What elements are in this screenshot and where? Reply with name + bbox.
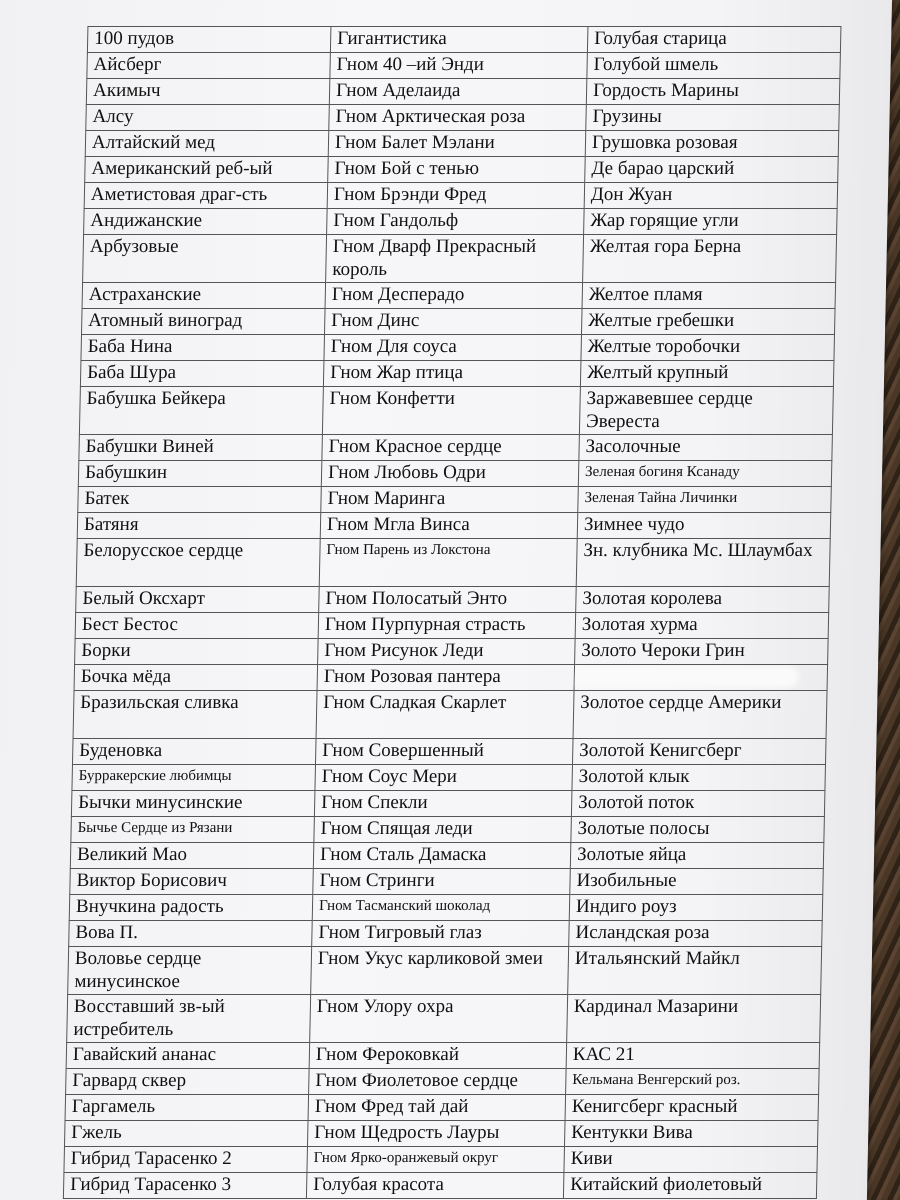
table-cell: Киви xyxy=(564,1147,818,1173)
table-cell: Золотые полосы xyxy=(571,817,825,843)
table-cell: Кардинал Мазарини xyxy=(567,995,821,1043)
table-cell: Гном Ярко-оранжевый округ xyxy=(307,1147,565,1173)
table-row xyxy=(84,183,838,209)
table-cell: Желтые торобочки xyxy=(581,335,835,361)
table-row xyxy=(87,53,841,79)
table-row xyxy=(76,587,830,613)
table-cell: Золотые яйца xyxy=(570,843,824,869)
table-cell: Желтый крупный xyxy=(580,361,834,387)
table-cell: Гибрид Тарасенко 3 xyxy=(63,1173,307,1199)
table-cell: Заржавевшее сердце Эвереста xyxy=(579,387,833,435)
table-cell: Гном Полосатый Энто xyxy=(319,587,577,613)
table-cell: Гном Соус Мери xyxy=(315,765,573,791)
table-cell: Великий Мао xyxy=(70,843,314,869)
table-cell: Гном Сладкая Скарлет xyxy=(316,691,574,739)
table-cell: Де барао царский xyxy=(585,157,839,183)
table-cell: Баба Нина xyxy=(81,335,325,361)
table-cell: Гном Розовая пантера xyxy=(317,665,575,691)
table-cell: Бочка мёда xyxy=(74,665,318,691)
table-row xyxy=(84,209,838,235)
table-cell: Гном Фиолетовое сердце xyxy=(309,1069,567,1095)
table-cell: Желтая гора Берна xyxy=(583,235,837,283)
table-cell: Батек xyxy=(78,487,322,513)
table-cell: Гном Для соуса xyxy=(324,335,582,361)
table-cell: Гном Мгла Винса xyxy=(320,513,578,539)
table-cell: Бурракерские любимцы xyxy=(72,765,316,791)
table-row xyxy=(67,995,821,1043)
table-cell: Желтые гребешки xyxy=(581,309,835,335)
table-row xyxy=(70,869,824,895)
table-row xyxy=(86,105,840,131)
table-row xyxy=(65,1095,819,1121)
table-cell: Золотая хурма xyxy=(575,613,829,639)
table-cell: Голубая старица xyxy=(587,27,841,53)
table-cell: Борки xyxy=(75,639,319,665)
table-cell: Баба Шура xyxy=(80,361,324,387)
table-cell: Гном Жар птица xyxy=(323,361,581,387)
table-row xyxy=(78,487,832,513)
table-cell: Гном Конфетти xyxy=(322,387,580,435)
table-cell: Белорусское сердце xyxy=(76,539,320,587)
table-cell: Вова П. xyxy=(69,921,313,947)
table-cell: Золотая королева xyxy=(576,587,830,613)
table-cell: Астраханские xyxy=(82,283,326,309)
table-cell: Зеленая богиня Ксанаду xyxy=(578,461,832,487)
table-row xyxy=(66,1043,820,1069)
table-cell: Батяня xyxy=(77,513,321,539)
table-cell: Гном Укус карликовой змеи xyxy=(311,947,569,995)
table-cell: Гном Красное сердце xyxy=(322,435,580,461)
table-cell: Зеленая Тайна Личинки xyxy=(578,487,832,513)
table-cell: Алсу xyxy=(86,105,330,131)
table-cell: КАС 21 xyxy=(566,1043,820,1069)
table-cell: Гном Совершенный xyxy=(315,739,573,765)
table-cell: Желтое пламя xyxy=(582,283,836,309)
table-row xyxy=(86,79,840,105)
table-row xyxy=(64,1147,818,1173)
table-cell: Гном 40 –ий Энди xyxy=(330,53,588,79)
table-row xyxy=(82,283,836,309)
table-row xyxy=(71,791,825,817)
table-row xyxy=(66,1069,820,1095)
table-row xyxy=(85,131,839,157)
table-cell: Бабушкин xyxy=(78,461,322,487)
table-row xyxy=(70,843,824,869)
table-cell: Гном Парень из Локстона xyxy=(319,539,577,587)
table-cell: Золото Чероки Грин xyxy=(575,639,829,665)
variety-table-body xyxy=(63,27,841,1199)
table-cell: Гном Арктическая роза xyxy=(329,105,587,131)
variety-table xyxy=(63,26,842,1199)
table-cell: Золотой поток xyxy=(571,791,825,817)
table-cell: Индиго роуз xyxy=(569,895,823,921)
table-cell: Внучкина радость xyxy=(69,895,313,921)
table-row xyxy=(81,309,835,335)
table-cell: Гном Тасманский шоколад xyxy=(312,895,570,921)
table-cell: Гибрид Тарасенко 2 xyxy=(64,1147,308,1173)
table-cell: Гигантистика xyxy=(330,27,588,53)
table-cell: Голубая красота xyxy=(306,1173,564,1199)
table-row xyxy=(72,739,826,765)
table-row xyxy=(78,461,832,487)
table-cell: Грузины xyxy=(586,105,840,131)
table-cell: Золотой Кенигсберг xyxy=(572,739,826,765)
table-cell: Гном Маринга xyxy=(321,487,579,513)
table-cell: Жар горящие угли xyxy=(584,209,838,235)
table-cell: Воловье сердце минусинское xyxy=(68,947,312,995)
table-cell: Американский реб-ый xyxy=(85,157,329,183)
table-row xyxy=(79,387,833,435)
table-row xyxy=(64,1121,818,1147)
table-row xyxy=(81,335,835,361)
table-cell: Кельмана Венгерский роз. xyxy=(566,1069,820,1095)
table-row xyxy=(68,947,822,995)
table-row xyxy=(63,1173,817,1199)
table-cell: Гном Дварф Прекрасный король xyxy=(326,235,584,283)
table-row xyxy=(72,765,826,791)
table-cell: Гарвард сквер xyxy=(66,1069,310,1095)
table-cell: Итальянский Майкл xyxy=(568,947,822,995)
table-cell: Зн. клубника Мс. Шлаумбах xyxy=(576,539,830,587)
table-cell: Гавайский ананас xyxy=(66,1043,310,1069)
table-cell: Гном Спекли xyxy=(314,791,572,817)
table-cell: Акимыч xyxy=(86,79,330,105)
table-cell: Андижанские xyxy=(84,209,328,235)
table-row xyxy=(74,665,828,691)
table-cell: Изобильные xyxy=(570,869,824,895)
table-row xyxy=(77,513,831,539)
table-cell: Виктор Борисович xyxy=(70,869,314,895)
table-cell: Белый Оксхарт xyxy=(76,587,320,613)
table-cell: Гном Стринги xyxy=(313,869,571,895)
table-row xyxy=(83,235,837,283)
table-cell: Голубой шмель xyxy=(587,53,841,79)
table-cell: Гном Бой с тенью xyxy=(328,157,586,183)
table-cell: Гном Брэнди Фред xyxy=(327,183,585,209)
table-cell: Гном Сталь Дамаска xyxy=(313,843,571,869)
redaction-blur xyxy=(574,670,795,684)
table-cell: Кенигсберг красный xyxy=(565,1095,819,1121)
table-cell: Гордость Марины xyxy=(586,79,840,105)
table-row xyxy=(79,435,833,461)
table-cell: Дон Жуан xyxy=(584,183,838,209)
table-row xyxy=(69,895,823,921)
table-cell: Арбузовые xyxy=(83,235,327,283)
table-cell: Гном Фред тай дай xyxy=(308,1095,566,1121)
table-cell: Золотой клык xyxy=(572,765,826,791)
table-cell: Зимнее чудо xyxy=(577,513,831,539)
table-cell: Восставший зв-ый истребитель xyxy=(67,995,311,1043)
table-cell: Бычье Сердце из Рязани xyxy=(71,817,315,843)
table-cell: Кентукки Вива xyxy=(564,1121,818,1147)
table-cell: Бразильская сливка xyxy=(73,691,317,739)
table-cell: Исландская роза xyxy=(569,921,823,947)
table-cell: Засолочные xyxy=(579,435,833,461)
table-cell: Гном Фероковкай xyxy=(309,1043,567,1069)
table-cell: Гном Рисунок Леди xyxy=(318,639,576,665)
table-cell: Бабушки Виней xyxy=(79,435,323,461)
table-cell: Айсберг xyxy=(87,53,331,79)
table-cell: Гном Гандольф xyxy=(327,209,585,235)
table-cell: Гаргамель xyxy=(65,1095,309,1121)
table-cell: Гном Пурпурная страсть xyxy=(318,613,576,639)
table-row xyxy=(71,817,825,843)
table-cell: Гном Аделаида xyxy=(329,79,587,105)
table-row xyxy=(75,613,829,639)
table-cell: Аметистовая драг-сть xyxy=(84,183,328,209)
table-cell: Гном Динс xyxy=(324,309,582,335)
table-row xyxy=(87,27,841,53)
table-cell: 100 пудов xyxy=(87,27,331,53)
table-cell: Гном Любовь Одри xyxy=(321,461,579,487)
table-cell: Гном Спящая леди xyxy=(314,817,572,843)
table-row xyxy=(76,539,830,587)
table-cell: Гжель xyxy=(64,1121,308,1147)
table-cell: Грушовка розовая xyxy=(585,131,839,157)
table-cell: Буденовка xyxy=(72,739,316,765)
table-cell: Бест Бестос xyxy=(75,613,319,639)
table-cell: Бычки минусинские xyxy=(71,791,315,817)
table-cell xyxy=(574,665,828,691)
table-row xyxy=(69,921,823,947)
table-cell: Золотое сердце Америки xyxy=(573,691,827,739)
table-cell: Гном Улору охра xyxy=(310,995,568,1043)
table-cell: Атомный виноград xyxy=(81,309,325,335)
table-row xyxy=(75,639,829,665)
table-cell: Алтайский мед xyxy=(85,131,329,157)
table-cell: Гном Тигровый глаз xyxy=(312,921,570,947)
table-cell: Китайский фиолетовый xyxy=(563,1173,817,1199)
table-row xyxy=(85,157,839,183)
table-row xyxy=(73,691,827,739)
table-cell: Гном Балет Мэлани xyxy=(328,131,586,157)
table-cell: Гном Десперадо xyxy=(325,283,583,309)
table-cell: Гном Щедрость Лауры xyxy=(307,1121,565,1147)
table-row xyxy=(80,361,834,387)
table-cell: Бабушка Бейкера xyxy=(79,387,323,435)
